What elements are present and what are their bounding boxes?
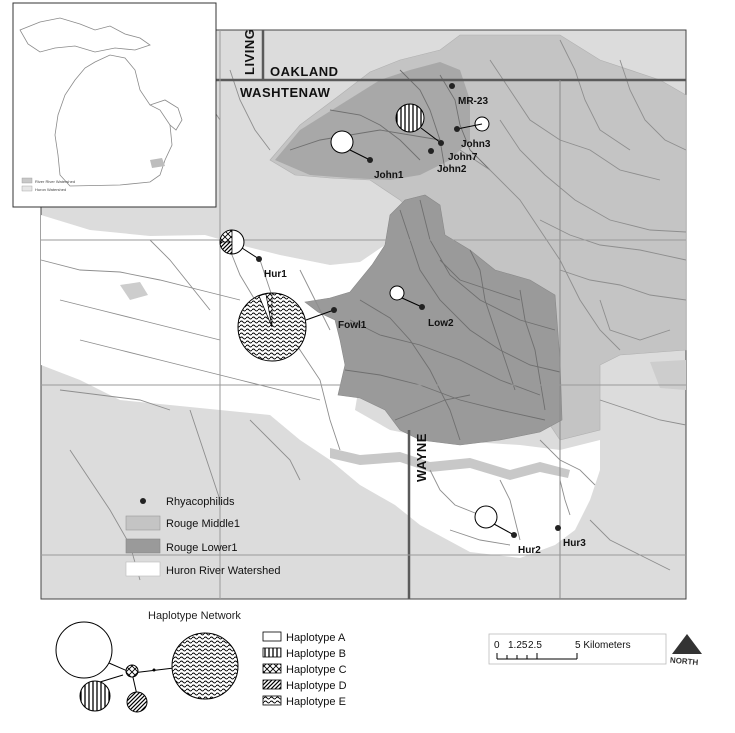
site-dot-john7	[438, 140, 444, 146]
legend-swatch-middle	[126, 516, 160, 530]
pie-john7-haplotype-b	[396, 104, 424, 132]
hap-label-a: Haplotype A	[286, 632, 346, 644]
site-dot-hur3	[555, 525, 561, 531]
pie-low2	[390, 286, 404, 300]
hap-swatch-d	[263, 680, 281, 689]
legend-label-lower: Rouge Lower1	[166, 542, 238, 554]
hap-swatch-c	[263, 664, 281, 673]
site-label-low2: Low2	[428, 318, 454, 329]
inset-legend-label-1: River River Watershed	[35, 179, 76, 184]
site-label-john7: John7	[448, 152, 478, 163]
network-node-c	[126, 665, 138, 677]
site-dot-john2	[428, 148, 434, 154]
scale-tick-0: 0	[494, 640, 500, 651]
site-label-hur3: Hur3	[563, 538, 586, 549]
site-dot-john1	[367, 157, 373, 163]
hap-label-b: Haplotype B	[286, 648, 346, 660]
county-label-wayne: WAYNE	[414, 433, 429, 482]
site-dot-mr23	[449, 83, 455, 89]
inset-legend-swatch-2	[22, 186, 32, 191]
site-label-john2: John2	[437, 164, 467, 175]
hap-label-e: Haplotype E	[286, 696, 346, 708]
site-label-mr23: MR-23	[458, 96, 489, 107]
county-label-oakland: OAKLAND	[270, 64, 339, 79]
county-label-washtenaw: WASHTENAW	[240, 85, 331, 100]
scale-tick-3: 5 Kilometers	[575, 640, 631, 651]
hap-label-c: Haplotype C	[286, 664, 347, 676]
site-label-fowl1: Fowl1	[338, 320, 367, 331]
haplotype-network-title: Haplotype Network	[148, 610, 241, 622]
site-dot-john3	[454, 126, 460, 132]
site-label-john1: John1	[374, 170, 404, 181]
hap-swatch-e	[263, 696, 281, 705]
inset-legend-label-2: Huron Watershed	[35, 187, 67, 192]
scale-bar	[489, 634, 666, 664]
north-arrow-icon	[672, 634, 702, 654]
legend-swatch-lower	[126, 539, 160, 553]
network-node-a	[56, 622, 112, 678]
site-label-hur2: Hur2	[518, 545, 541, 556]
north-arrow	[670, 634, 702, 667]
county-label-livingston: LIVING	[242, 28, 257, 75]
network-node-link	[153, 669, 156, 672]
legend-swatch-huron	[126, 562, 160, 576]
pie-hur2	[475, 506, 497, 528]
network-node-b	[80, 681, 110, 711]
inset-legend-swatch-1	[22, 178, 32, 183]
network-node-e	[172, 633, 238, 699]
legend-label-middle: Rouge Middle1	[166, 518, 240, 530]
network-node-d	[127, 692, 147, 712]
site-label-john3: John3	[461, 139, 491, 150]
legend-dot-icon	[140, 498, 146, 504]
legend-label-rhyacophilids: Rhyacophilids	[166, 496, 235, 508]
hap-swatch-b	[263, 648, 281, 657]
haplotype-legend	[263, 632, 347, 708]
legend-label-huron: Huron River Watershed	[166, 565, 281, 577]
scale-tick-2: 2.5	[528, 640, 542, 651]
site-dot-fowl1	[331, 307, 337, 313]
pie-john1	[331, 131, 353, 153]
inset-map	[13, 3, 216, 207]
north-label: NORTH	[669, 655, 699, 668]
scale-tick-1: 1.25	[508, 640, 528, 651]
hap-swatch-a	[263, 632, 281, 641]
site-dot-hur2	[511, 532, 517, 538]
hap-label-d: Haplotype D	[286, 680, 347, 692]
site-label-hur1: Hur1	[264, 269, 287, 280]
haplotype-network	[56, 610, 241, 712]
site-dot-low2	[419, 304, 425, 310]
site-dot-hur1	[256, 256, 262, 262]
